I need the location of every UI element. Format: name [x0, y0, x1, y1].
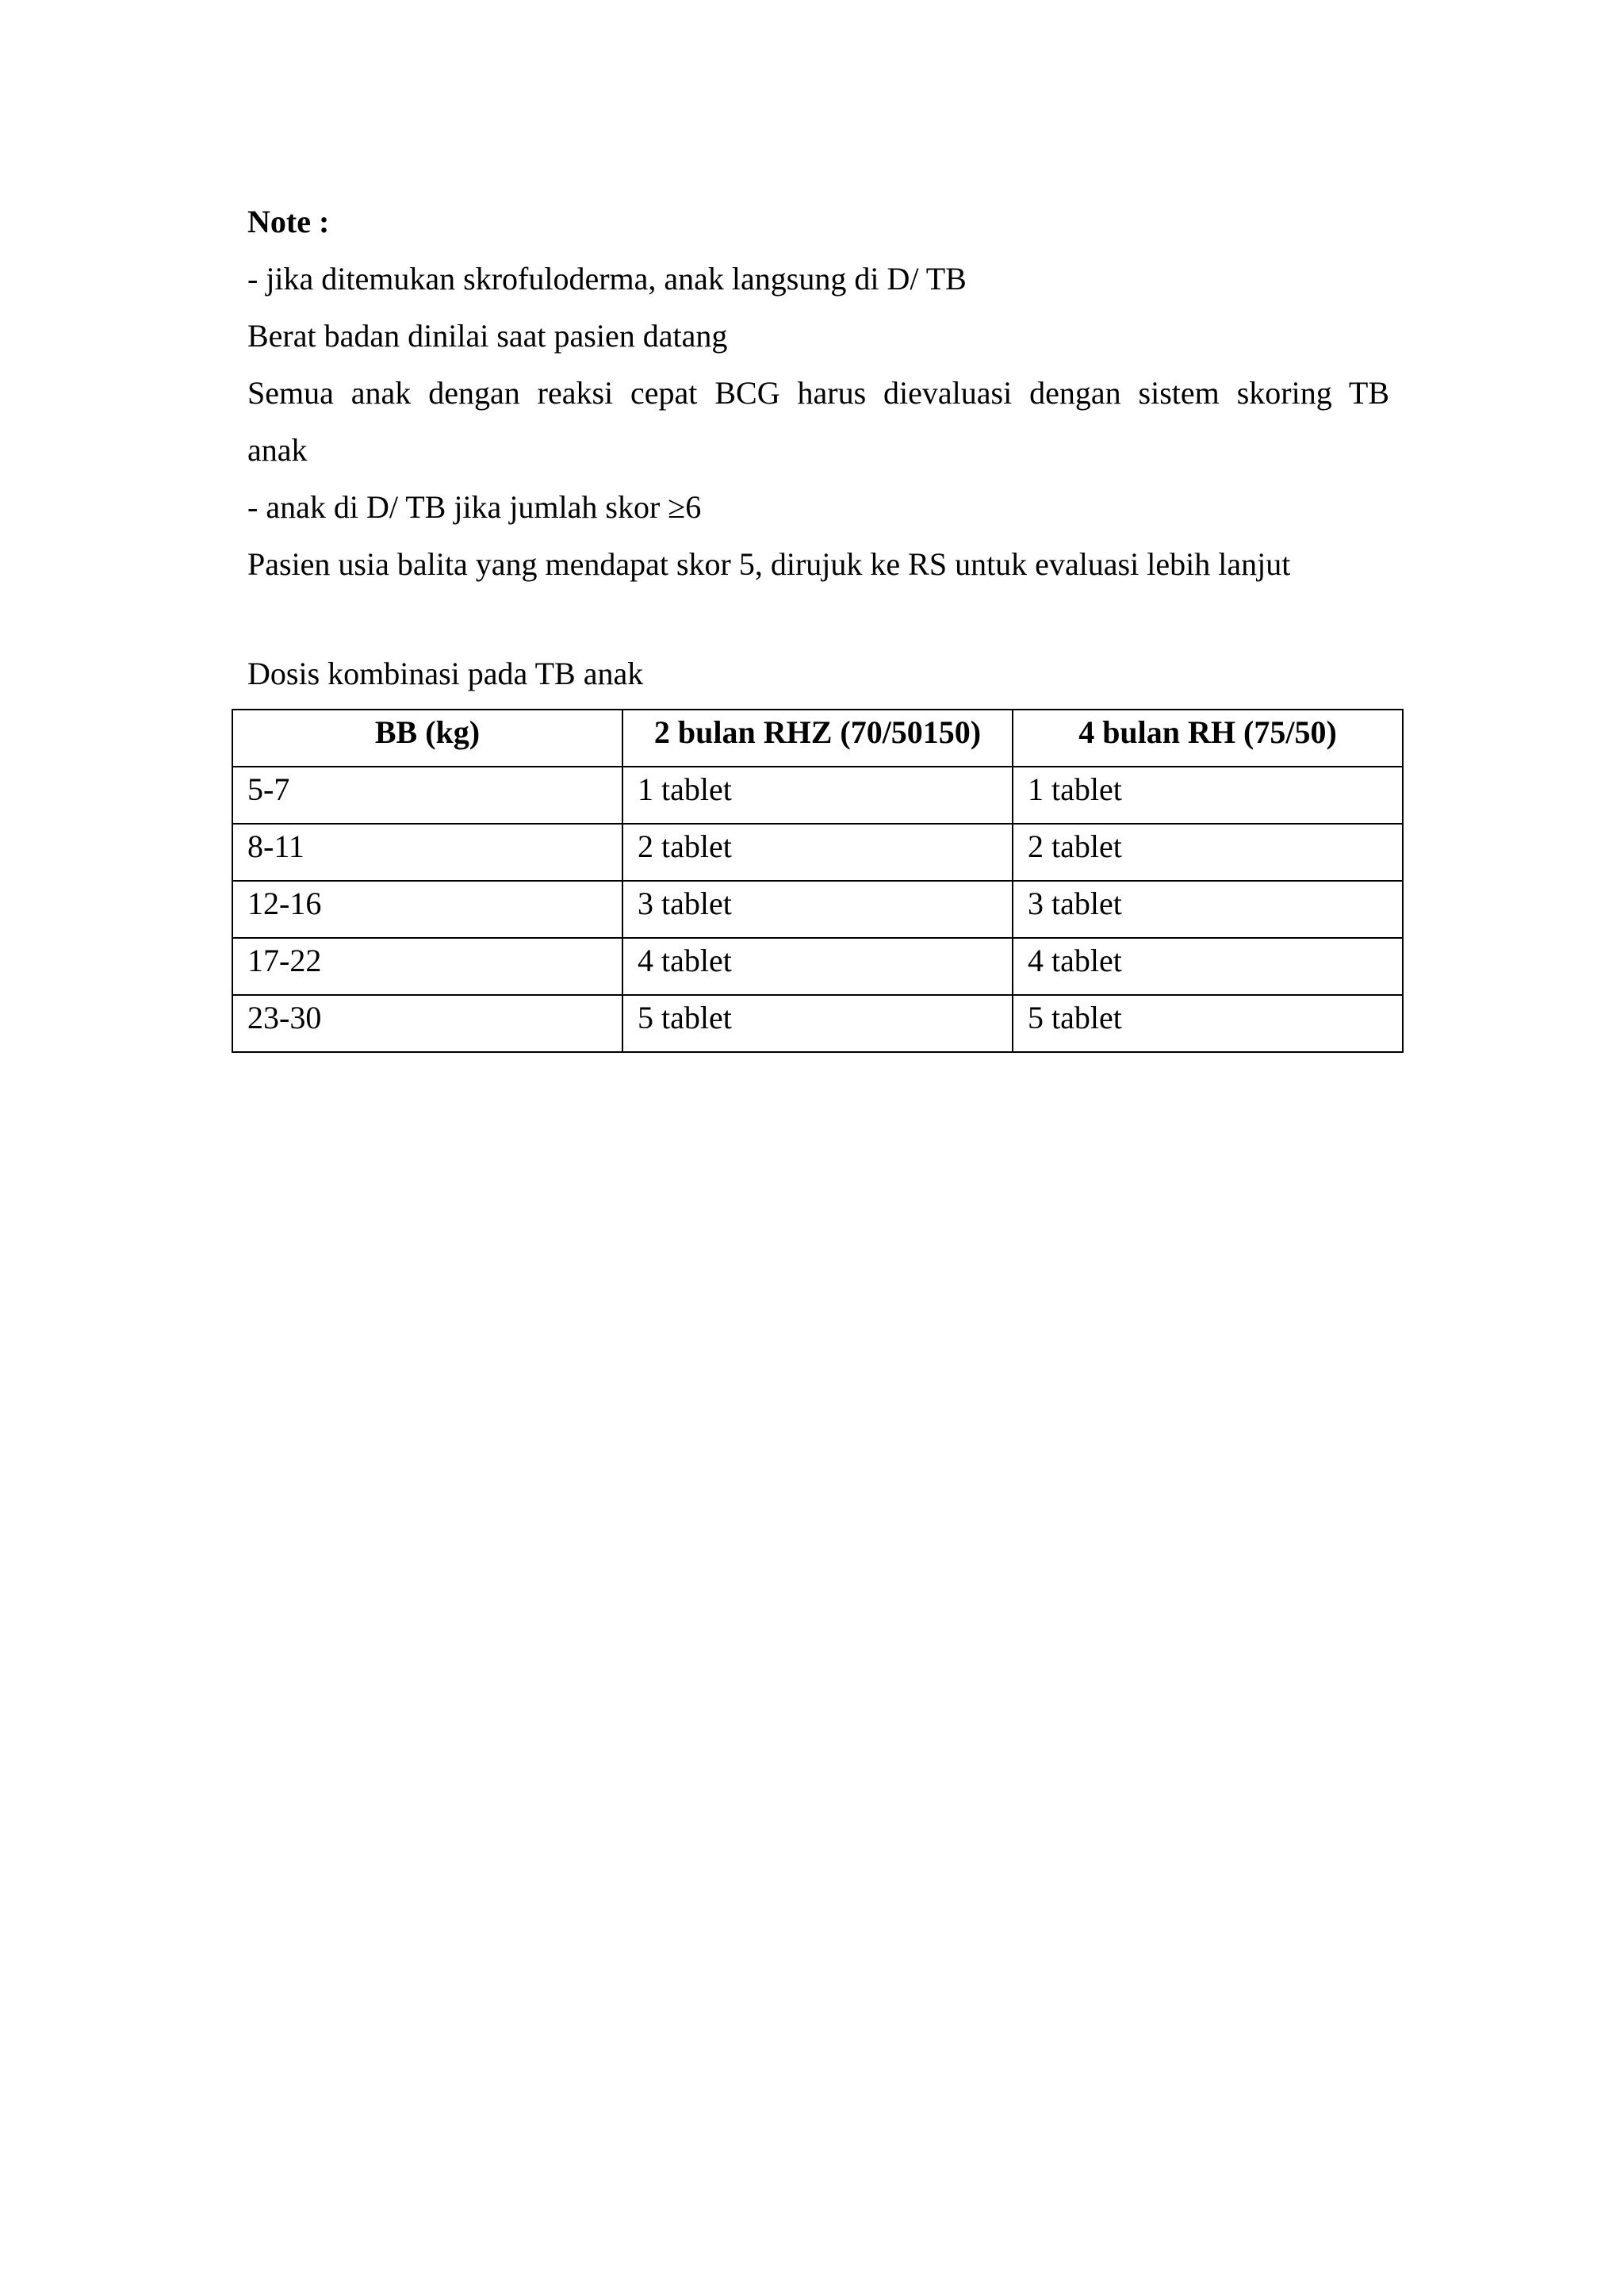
- cell-rhz: 5 tablet: [622, 995, 1013, 1052]
- cell-rhz: 4 tablet: [622, 938, 1013, 995]
- column-header-rh: 4 bulan RH (75/50): [1013, 710, 1403, 767]
- table-header-row: [232, 710, 1403, 767]
- note-line: Berat badan dinilai saat pasien datang: [247, 318, 728, 354]
- cell-rh: 4 tablet: [1013, 938, 1403, 995]
- note-line: Pasien usia balita yang mendapat skor 5, dirujuk ke RS untuk evaluasi lebih lanjut: [247, 546, 1291, 582]
- note-line: - anak di D/ TB jika jumlah skor ≥6: [247, 489, 702, 525]
- table-row: [232, 995, 1403, 1052]
- note-line: anak: [247, 432, 308, 468]
- table-caption: Dosis kombinasi pada TB anak: [247, 656, 644, 691]
- column-header-rhz: 2 bulan RHZ (70/50150): [622, 710, 1013, 767]
- column-header-weight: BB (kg): [232, 710, 622, 767]
- cell-weight: 23-30: [232, 995, 622, 1052]
- cell-rhz: 3 tablet: [622, 881, 1013, 938]
- cell-rhz: 1 tablet: [622, 767, 1013, 824]
- note-title: Note :: [247, 204, 330, 239]
- cell-rh: 3 tablet: [1013, 881, 1403, 938]
- cell-rh: 1 tablet: [1013, 767, 1403, 824]
- cell-rh: 5 tablet: [1013, 995, 1403, 1052]
- table-row: [232, 824, 1403, 881]
- cell-rh: 2 tablet: [1013, 824, 1403, 881]
- notes-section: [247, 193, 1389, 593]
- cell-weight: 12-16: [232, 881, 622, 938]
- cell-weight: 8-11: [232, 824, 622, 881]
- table-row: [232, 938, 1403, 995]
- cell-weight: 5-7: [232, 767, 622, 824]
- cell-weight: 17-22: [232, 938, 622, 995]
- dosage-table: [232, 709, 1404, 1053]
- table-row: [232, 881, 1403, 938]
- note-line: - jika ditemukan skrofuloderma, anak langsung di D/ TB: [247, 261, 967, 297]
- cell-rhz: 2 tablet: [622, 824, 1013, 881]
- table-row: [232, 767, 1403, 824]
- note-line: Semua anak dengan reaksi cepat BCG harus dievaluasi dengan sistem skoring TB: [247, 375, 1389, 411]
